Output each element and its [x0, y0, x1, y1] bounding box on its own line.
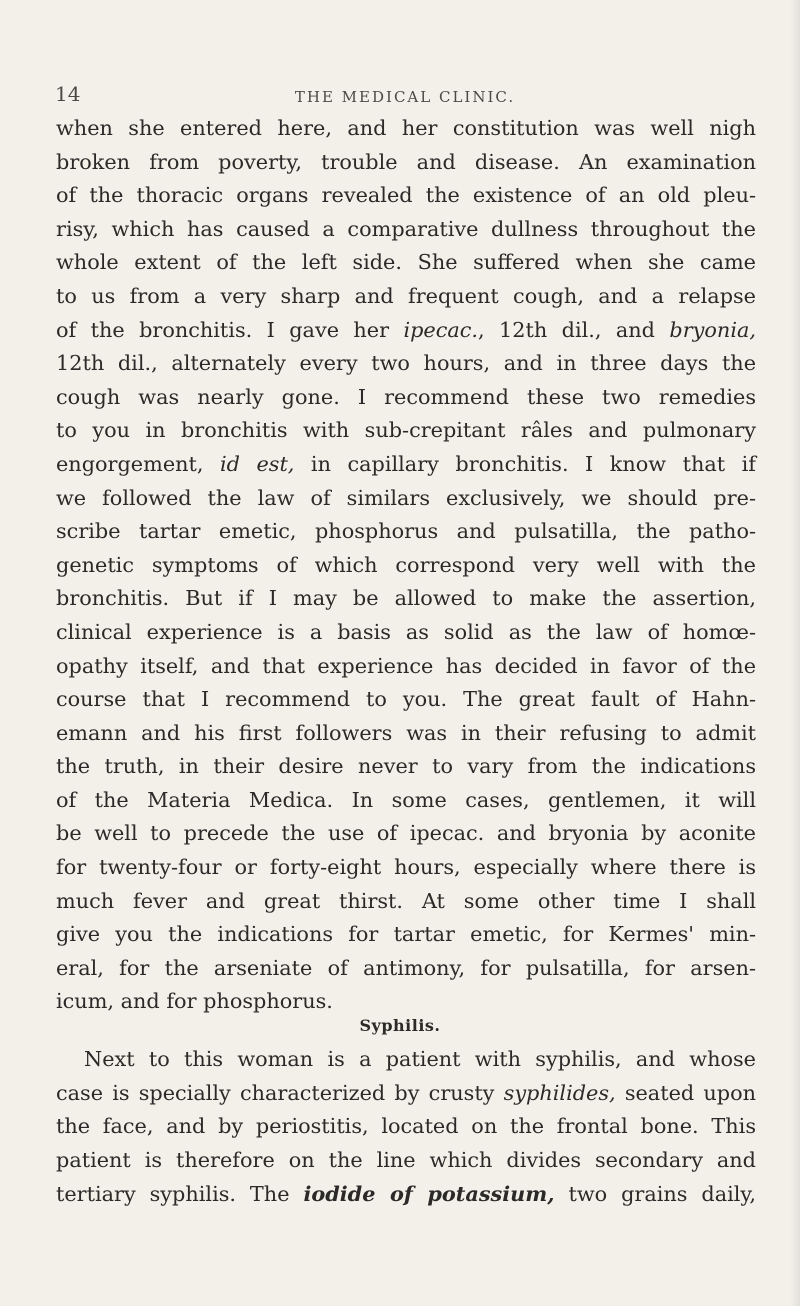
text-line: clinical experience is a basis as solid as the law of homœ-: [56, 619, 756, 644]
text-line: [56, 314, 756, 348]
text-line: emann and his first followers was in their refusing to admit: [56, 720, 756, 745]
body-paragraph-1: [56, 112, 756, 1019]
text-line: when she entered here, and her constitution was well nigh: [56, 116, 756, 140]
text-line: opathy itself, and that experience has decided in favor of the: [56, 653, 756, 678]
section-heading-syphilis: Syphilis.: [359, 1016, 441, 1035]
text-line: we followed the law of similars exclusively, we should pre-: [56, 485, 756, 510]
text-run: tertiary syphilis. The: [56, 1182, 304, 1207]
text-run: case is specially characterized by crusty: [56, 1080, 504, 1105]
text-line: scribe tartar emetic, phosphorus and pulsatilla, the patho-: [56, 519, 756, 544]
text-run: of the bronchitis. I gave her: [56, 317, 404, 342]
text-line: icum, and for phosphorus.: [56, 989, 333, 1014]
italic-syphilides: syphilides,: [503, 1080, 616, 1105]
text-line: [56, 1177, 756, 1211]
text-run: in capillary bronchitis. I know that if: [294, 451, 756, 476]
text-line: eral, for the arseniate of antimony, for pulsatilla, for arsen-: [56, 955, 756, 980]
body-paragraph-2: [56, 1043, 756, 1211]
italic-iodide-of-potassium: iodide of potassium,: [303, 1181, 555, 1207]
text-line: be well to precede the use of ipecac. and bryonia by aconite: [56, 821, 756, 846]
text-line: of the thoracic organs revealed the existence of an old pleu-: [56, 183, 756, 208]
text-line: genetic symptoms of which correspond very well with the: [56, 552, 756, 577]
text-line: of the Materia Medica. In some cases, gentlemen, it will: [56, 787, 756, 812]
text-line: to us from a very sharp and frequent cough, and a relapse: [56, 283, 756, 308]
italic-id-est: id est,: [220, 451, 295, 476]
text-line: risy, which has caused a comparative dullness throughout the: [56, 216, 756, 241]
text-line: for twenty-four or forty-eight hours, especially where there is: [56, 855, 756, 880]
text-line: whole extent of the left side. She suffered when she came: [56, 250, 756, 275]
text-line: patient is therefore on the line which divides secondary and: [56, 1147, 756, 1172]
text-line: 12th dil., alternately every two hours, and in three days the: [56, 351, 756, 376]
text-run: seated upon: [615, 1080, 757, 1105]
text-line: to you in bronchitis with sub-crepitant râles and pulmonary: [56, 418, 756, 443]
running-title: THE MEDICAL CLINIC.: [294, 88, 516, 106]
text-line: the face, and by periostitis, located on the frontal bone. This: [56, 1114, 756, 1139]
text-line: the truth, in their desire never to vary from the indications: [56, 754, 756, 779]
text-line: [56, 1077, 756, 1111]
page-edge-shadow: [790, 0, 800, 1306]
text-run: two grains daily,: [554, 1182, 756, 1207]
text-line: give you the indications for tartar emetic, for Kermes' min-: [56, 922, 756, 947]
text-line: course that I recommend to you. The great fault of Hahn-: [56, 687, 756, 712]
text-line: Next to this woman is a patient with syphilis, and whose: [84, 1047, 756, 1071]
text-run: , 12th dil., and: [478, 317, 670, 342]
text-line: much fever and great thirst. At some other time I shall: [56, 888, 756, 913]
text-line: cough was nearly gone. I recommend these two remedies: [56, 384, 756, 409]
italic-remedy-ipecac: ipecac.: [403, 317, 479, 342]
text-run: engorgement,: [56, 451, 220, 476]
page-number: 14: [55, 82, 81, 106]
text-line: bronchitis. But if I may be allowed to make the assertion,: [56, 586, 756, 611]
text-line: [56, 448, 756, 482]
page-header: [55, 82, 755, 112]
text-line: broken from poverty, trouble and disease. An examination: [56, 149, 756, 174]
italic-remedy-bryonia: bryonia,: [669, 317, 756, 342]
